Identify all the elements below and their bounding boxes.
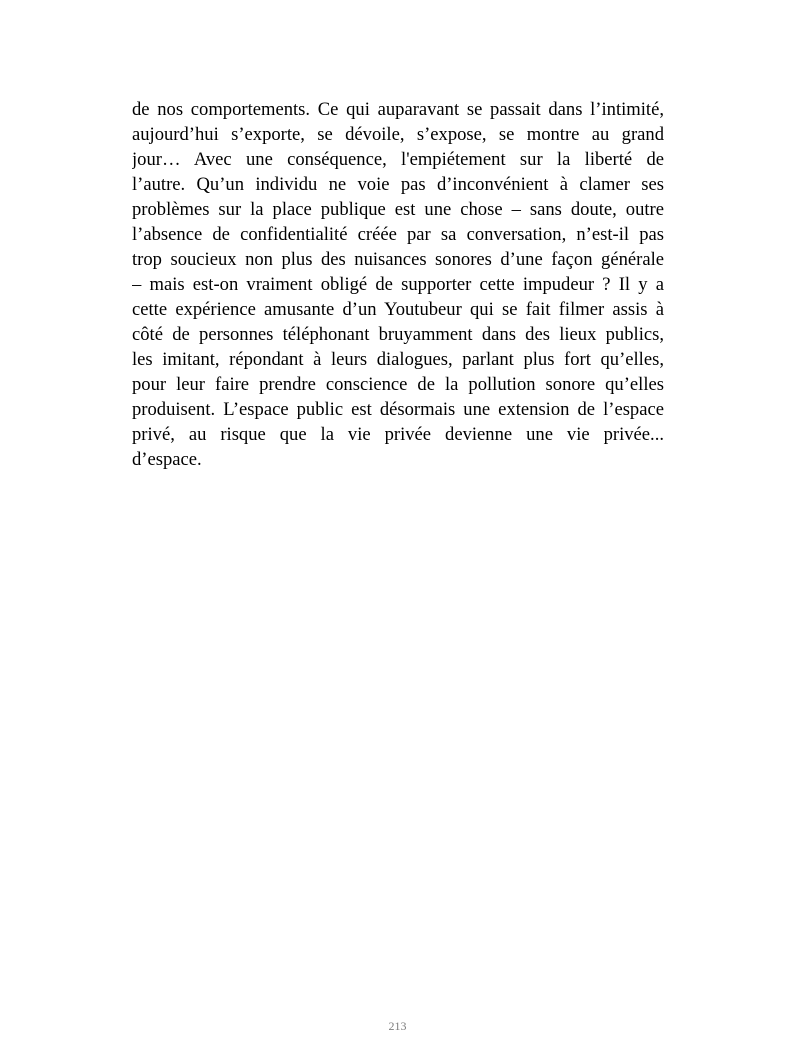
paragraph-line: pour leur faire prendre conscience de la pollution sonore qu’elles xyxy=(132,374,664,395)
paragraph-line: jour… Avec une conséquence, l'empiétement sur la liberté de xyxy=(132,149,664,170)
paragraph-line: l’absence de confidentialité créée par sa conversation, n’est-il pas xyxy=(132,224,664,245)
paragraph-line: cette expérience amusante d’un Youtubeur qui se fait filmer assis à xyxy=(132,299,664,320)
paragraph-line: produisent. L’espace public est désormais une extension de l’espace xyxy=(132,399,664,420)
paragraph-line: les imitant, répondant à leurs dialogues, parlant plus fort qu’elles, xyxy=(132,349,664,370)
paragraph-line: d’espace. xyxy=(132,449,202,470)
paragraph-line: côté de personnes téléphonant bruyamment dans des lieux publics, xyxy=(132,324,664,345)
paragraph-line: l’autre. Qu’un individu ne voie pas d’inconvénient à clamer ses xyxy=(132,174,664,195)
paragraph-line: trop soucieux non plus des nuisances sonores d’une façon générale xyxy=(132,249,664,270)
body-paragraph xyxy=(132,97,664,472)
paragraph-line: privé, au risque que la vie privée devienne une vie privée... xyxy=(132,424,664,445)
page-number: 213 xyxy=(388,1019,407,1033)
paragraph-line: problèmes sur la place publique est une chose – sans doute, outre xyxy=(132,199,664,220)
paragraph-line: – mais est-on vraiment obligé de supporter cette impudeur ? Il y a xyxy=(132,274,664,295)
paragraph-line: de nos comportements. Ce qui auparavant se passait dans l’intimité, xyxy=(132,99,664,120)
paragraph-line: aujourd’hui s’exporte, se dévoile, s’expose, se montre au grand xyxy=(132,124,664,145)
